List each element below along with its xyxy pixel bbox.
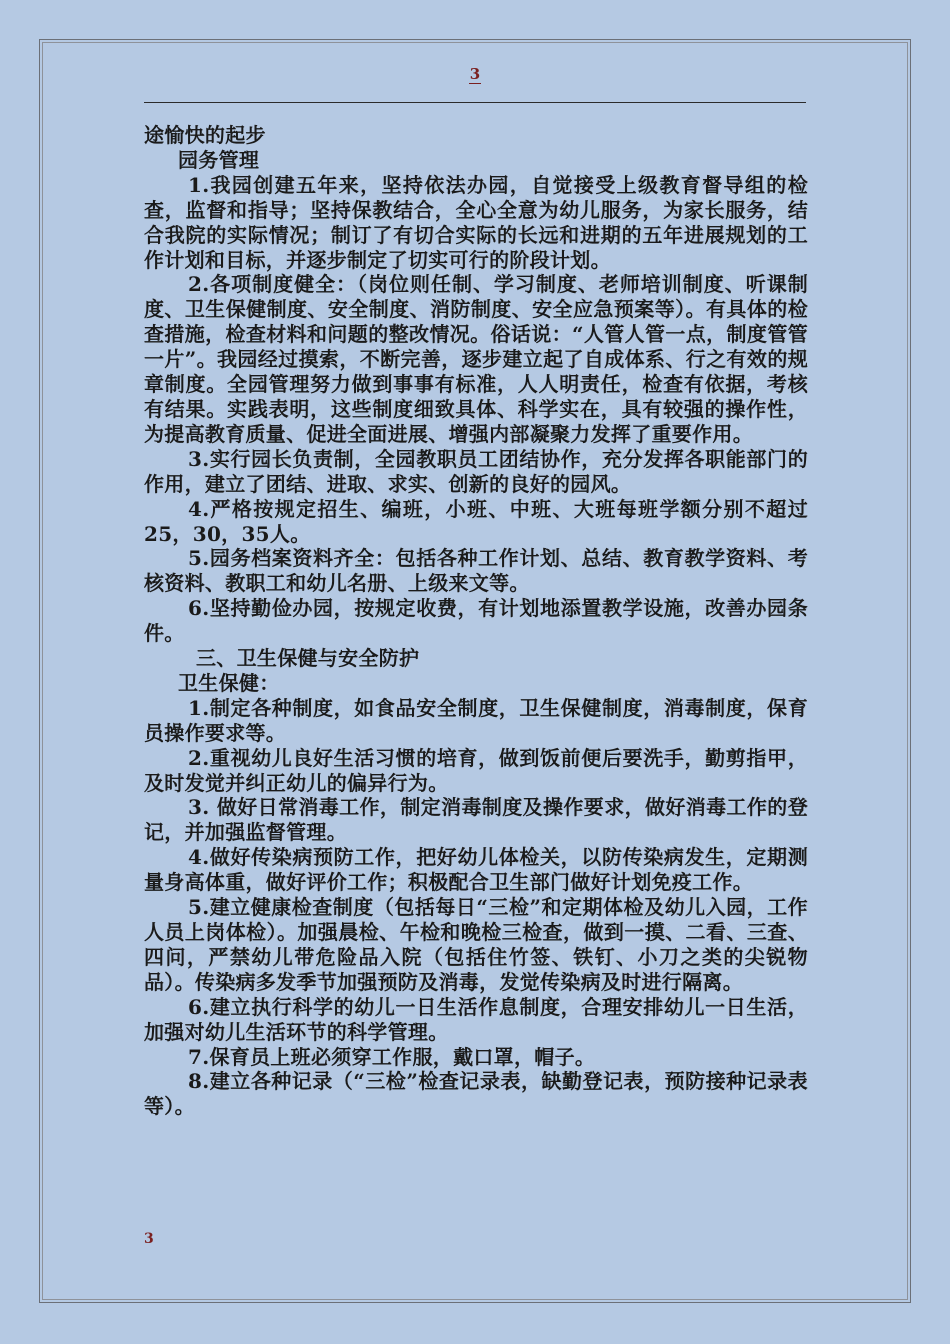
health-item-8: 8.建立各种记录（“三检”检查记录表，缺勤登记表，预防接种记录表等）。 bbox=[144, 1069, 808, 1119]
management-item-1: 1.我园创建五年来，坚持依法办园，自觉接受上级教育督导组的检查，监督和指导；坚持保教结合，全心全意为幼儿服务，为家长服务，结合我院的实际情况；制订了有切合实际的长远和进期的五年进展规划的工作计划和目标，并逐步制定了切实可行的阶段计划。 bbox=[144, 172, 808, 272]
footer-page-number: 3 bbox=[144, 1231, 154, 1247]
management-item-5: 5.园务档案资料齐全：包括各种工作计划、总结、教育教学资料、考核资料、教职工和幼儿名册、上级来文等。 bbox=[144, 546, 808, 596]
section-heading-management: 园务管理 bbox=[178, 147, 260, 172]
health-item-2: 2.重视幼儿良好生活习惯的培育，做到饭前便后要洗手，勤剪指甲，及时发觉并纠正幼儿的偏异行为。 bbox=[144, 745, 808, 795]
management-item-6: 6.坚持勤俭办园，按规定收费，有计划地添置教学设施，改善办园条件。 bbox=[144, 596, 808, 646]
document-body bbox=[144, 123, 808, 1119]
management-item-3: 3.实行园长负责制，全园教职员工团结协作，充分发挥各职能部门的作用，建立了团结、进取、求实、创新的良好的园风。 bbox=[144, 446, 808, 496]
header-page-number: 3 bbox=[469, 65, 481, 83]
continuation-line: 途愉快的起步 bbox=[144, 123, 266, 147]
health-item-4: 4.做好传染病预防工作，把好幼儿体检关，以防传染病发生，定期测量身高体重，做好评价工作；积极配合卫生部门做好计划免疫工作。 bbox=[144, 845, 808, 895]
health-item-6: 6.建立执行科学的幼儿一日生活作息制度，合理安排幼儿一日生活，加强对幼儿生活环节的科学管理。 bbox=[144, 994, 808, 1044]
management-item-4: 4.严格按规定招生、编班，小班、中班、大班每班学额分别不超过25，30，35人。 bbox=[144, 496, 808, 546]
health-item-3: 3. 做好日常消毒工作，制定消毒制度及操作要求，做好消毒工作的登记，并加强监督管理。 bbox=[144, 795, 808, 845]
header-rule bbox=[144, 102, 806, 103]
subheading-health: 卫生保健： bbox=[178, 670, 280, 695]
health-item-5: 5.建立健康检查制度（包括每日“三检”和定期体检及幼儿入园，工作人员上岗体检）。加强晨检、午检和晚检三检查，做到一摸、二看、三查、四问，严禁幼儿带危险品入院（包括住竹签、铁钉、小刀之类的尖锐物品）。传染病多发季节加强预防及消毒，发觉传染病及时进行隔离。 bbox=[144, 895, 808, 994]
section-heading-health-safety: 三、卫生保健与安全防护 bbox=[196, 646, 420, 671]
health-item-1: 1.制定各种制度，如食品安全制度，卫生保健制度，消毒制度，保育员操作要求等。 bbox=[144, 695, 808, 745]
health-item-7: 7.保育员上班必须穿工作服，戴口罩，帽子。 bbox=[188, 1044, 596, 1069]
management-item-2: 2.各项制度健全：（岗位则任制、学习制度、老师培训制度、听课制度、卫生保健制度、安全制度、消防制度、安全应急预案等）。有具体的检查措施，检查材料和问题的整改情况。俗话说：“人管人管一点，制度管管一片”。我园经过摸索，不断完善，逐步建立起了自成体系、行之有效的规章制度。全园管理努力做到事事有标准，人人明责任，检查有依据，考核有结果。实践表明，这些制度细致具体、科学实在，具有较强的操作性，为提高教育质量、促进全面进展、增强内部凝聚力发挥了重要作用。 bbox=[144, 272, 808, 446]
